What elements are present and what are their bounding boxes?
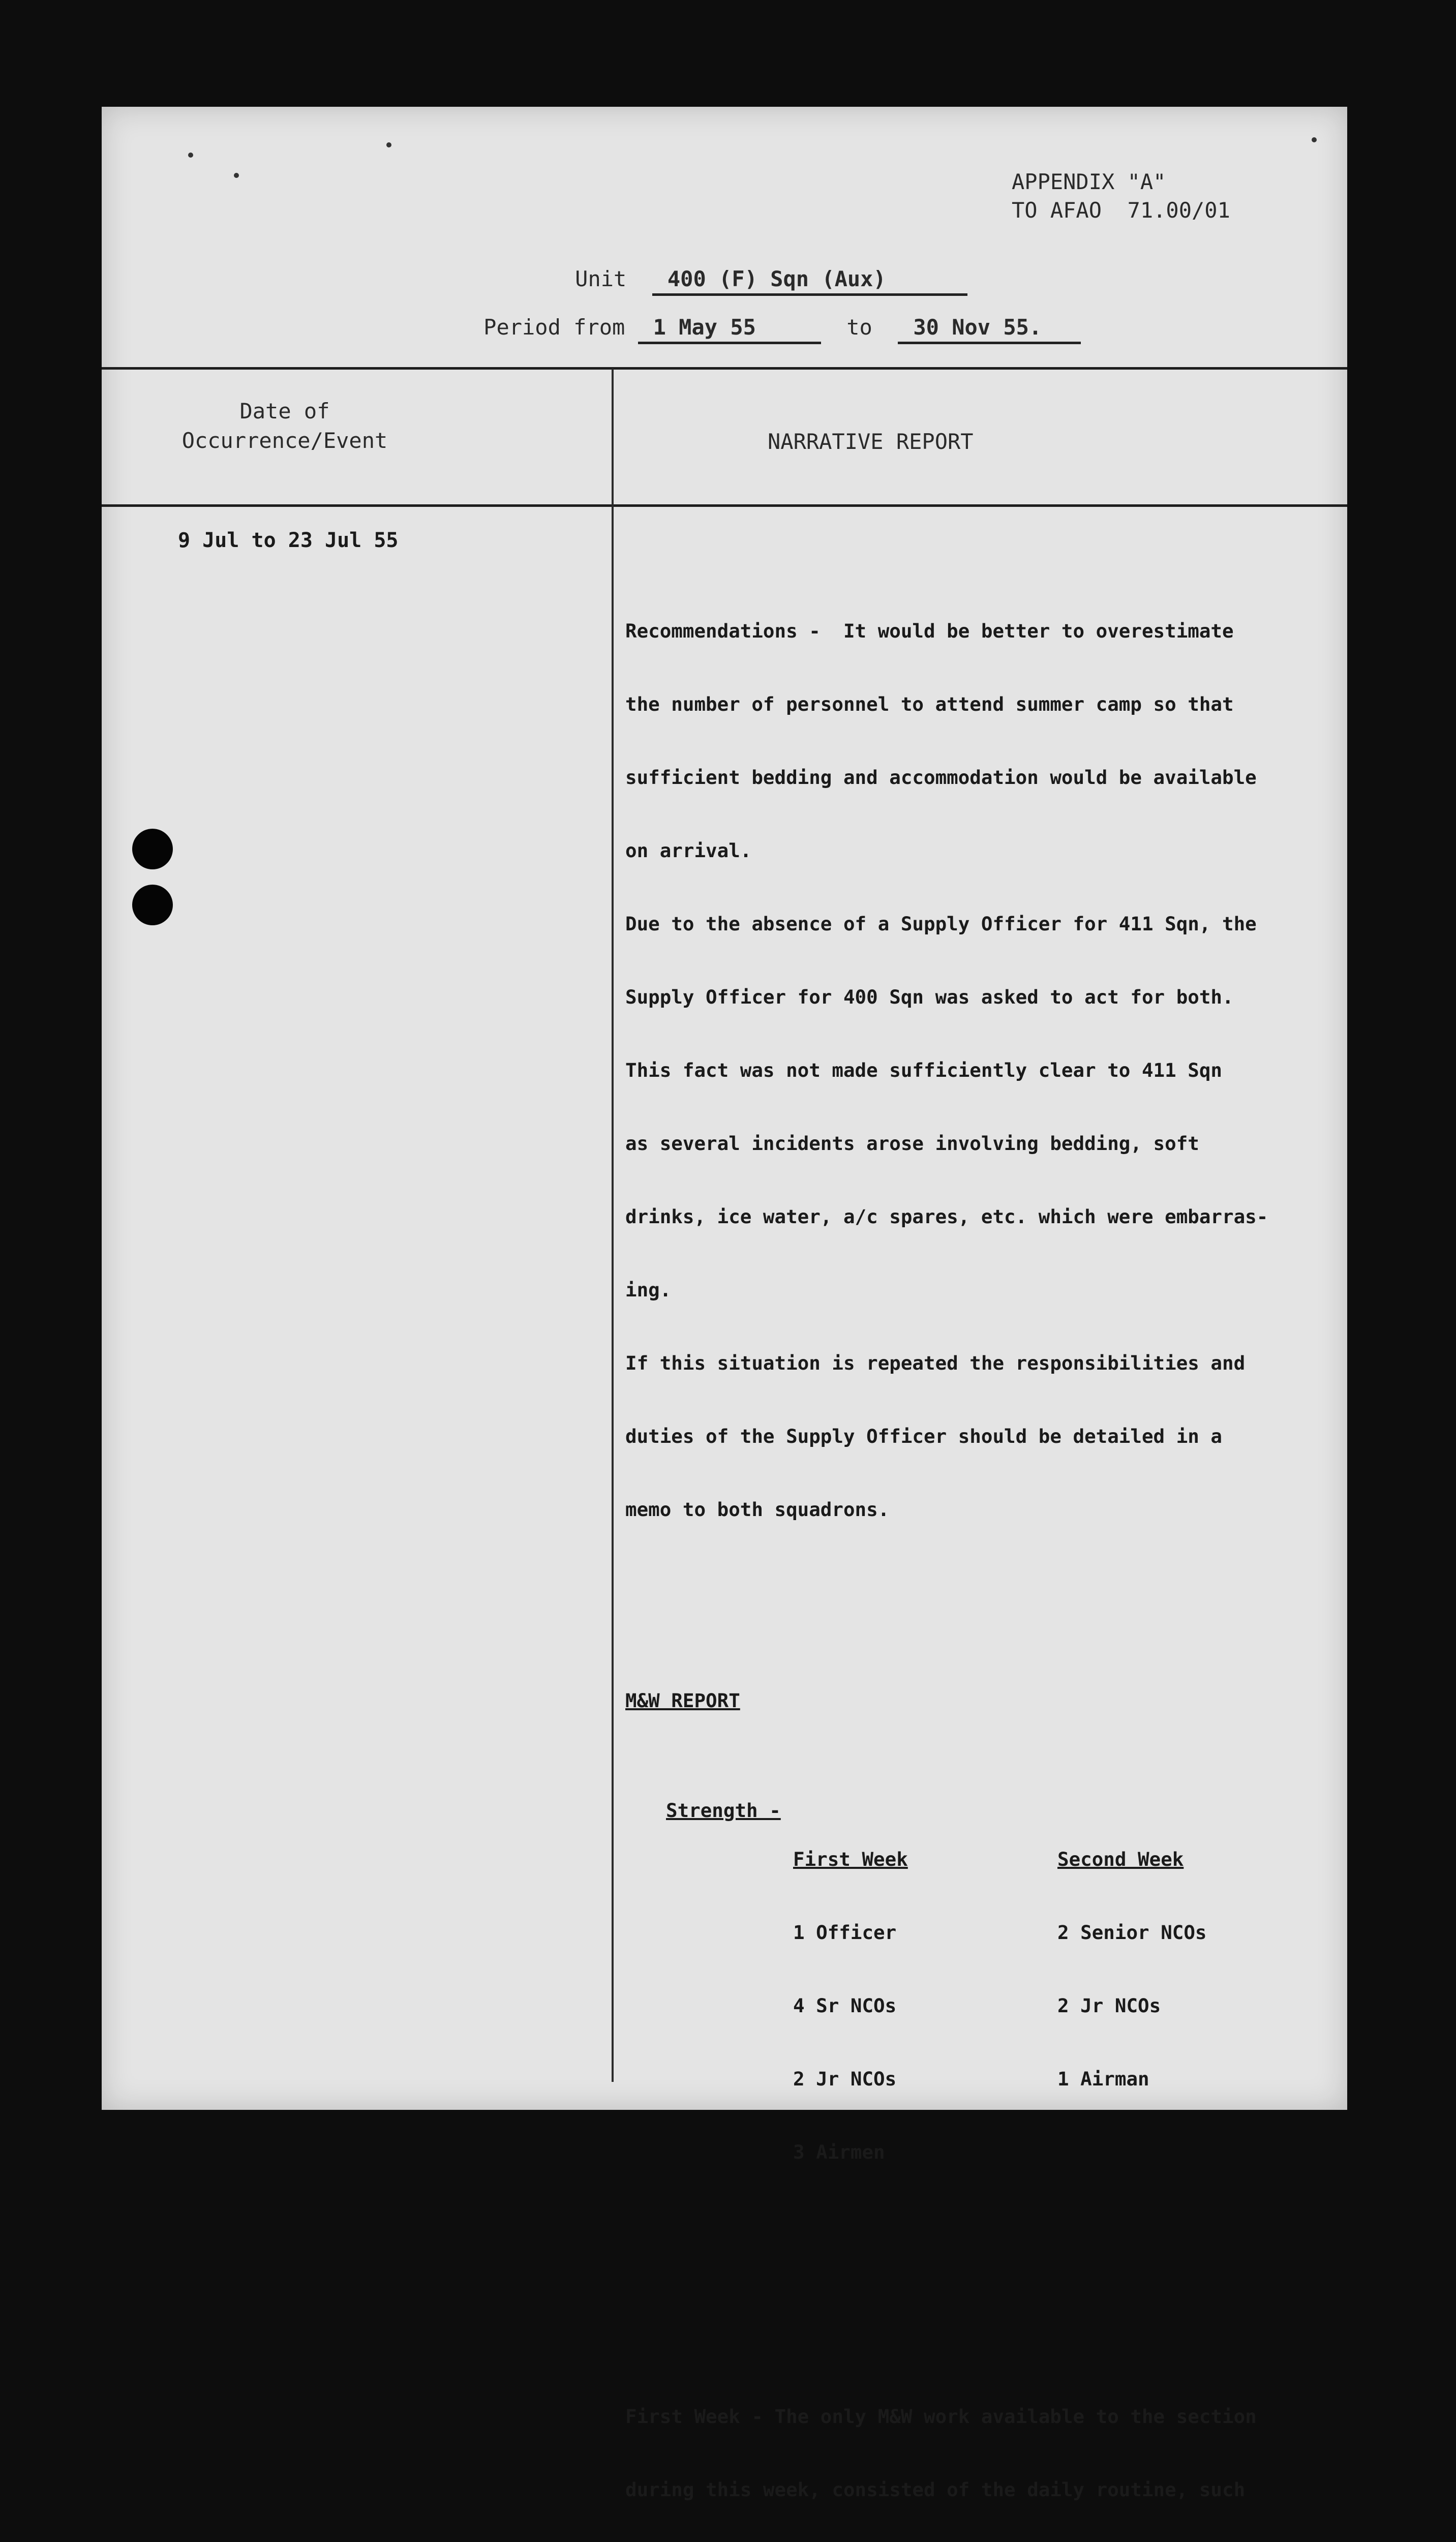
punch-hole (132, 829, 173, 869)
text-line: memo to both squadrons. (625, 1498, 890, 1521)
paper-speck (234, 173, 239, 178)
text-line: ing. (625, 1279, 672, 1301)
strength-item: 3 Airmen (793, 2141, 885, 2163)
text-line: This fact was not made sufficiently clear to 411 Sqn (625, 1059, 1222, 1081)
period-to-label: to (846, 315, 872, 340)
text-line: If this situation is repeated the responsibilities and (625, 1352, 1246, 1374)
event-date: 9 Jul to 23 Jul 55 (178, 529, 399, 552)
text-line: drinks, ice water, a/c spares, etc. which were embarras- (625, 1205, 1268, 1228)
strength-item: 4 Sr NCOs (793, 1994, 897, 2017)
recommendations-section (625, 570, 1342, 1570)
first-week-title: First Week (793, 1848, 908, 1870)
strength-table (625, 1798, 1342, 2213)
period-line (432, 290, 1081, 369)
period-to: 30 Nov 55. (898, 315, 1081, 344)
text-line: duties of the Supply Officer should be detailed in a (625, 1425, 1222, 1447)
text-line: Supply Officer for 400 Sqn was asked to act for both. (625, 986, 1234, 1008)
second-week-title: Second Week (1057, 1848, 1184, 1870)
header-bottom-rule (102, 504, 1347, 507)
strength-second-week (1057, 1798, 1322, 2213)
strength-item: 1 Officer (793, 1921, 897, 1944)
narrative-body (625, 521, 1342, 2542)
date-column-heading (158, 397, 412, 456)
period-label: Period from (483, 315, 625, 340)
appendix-line-1: APPENDIX "A" (1012, 169, 1166, 194)
header-top-rule (102, 367, 1347, 370)
strength-item: 1 Airman (1057, 2068, 1149, 2090)
text-line: on arrival. (625, 839, 752, 862)
paper-speck (386, 142, 391, 147)
first-week-section (625, 2355, 1342, 2542)
text-line: Due to the absence of a Supply Officer for 411 Sqn, the (625, 913, 1257, 935)
text-line: Recommendations - It would be better to overestimate (625, 620, 1234, 642)
document-page (102, 107, 1347, 2501)
text-line: as several incidents arose involving bedding, soft (625, 1132, 1199, 1155)
mw-report-heading: M&W REPORT (625, 1689, 740, 1712)
unit-value: 400 (F) Sqn (Aux) (652, 266, 967, 296)
paper-speck (188, 153, 193, 158)
punch-hole (132, 885, 173, 925)
appendix-reference (1012, 168, 1230, 225)
strength-first-week (793, 1798, 1057, 2213)
strength-label: Strength - (666, 1799, 781, 1822)
paper-speck (1312, 137, 1317, 142)
column-divider (612, 369, 614, 2082)
period-from: 1 May 55 (638, 315, 821, 344)
strength-item: 2 Jr NCOs (1057, 1994, 1161, 2017)
text-line: the number of personnel to attend summer camp so that (625, 693, 1234, 715)
text-line: First Week - The only M&W work available to the section (625, 2405, 1257, 2428)
date-heading-line-2: Occurrence/Event (181, 428, 388, 453)
appendix-line-2: TO AFAO 71.00/01 (1012, 198, 1230, 223)
strength-item: 2 Senior NCOs (1057, 1921, 1207, 1944)
unit-label: Unit (575, 266, 627, 291)
date-heading-line-1: Date of (239, 399, 330, 423)
narrative-column-heading: NARRATIVE REPORT (768, 429, 974, 454)
strength-item: 2 Jr NCOs (793, 2068, 897, 2090)
text-line: during this week, consisted of the daily routine, such (625, 2478, 1246, 2501)
text-line: sufficient bedding and accommodation would be available (625, 766, 1257, 789)
